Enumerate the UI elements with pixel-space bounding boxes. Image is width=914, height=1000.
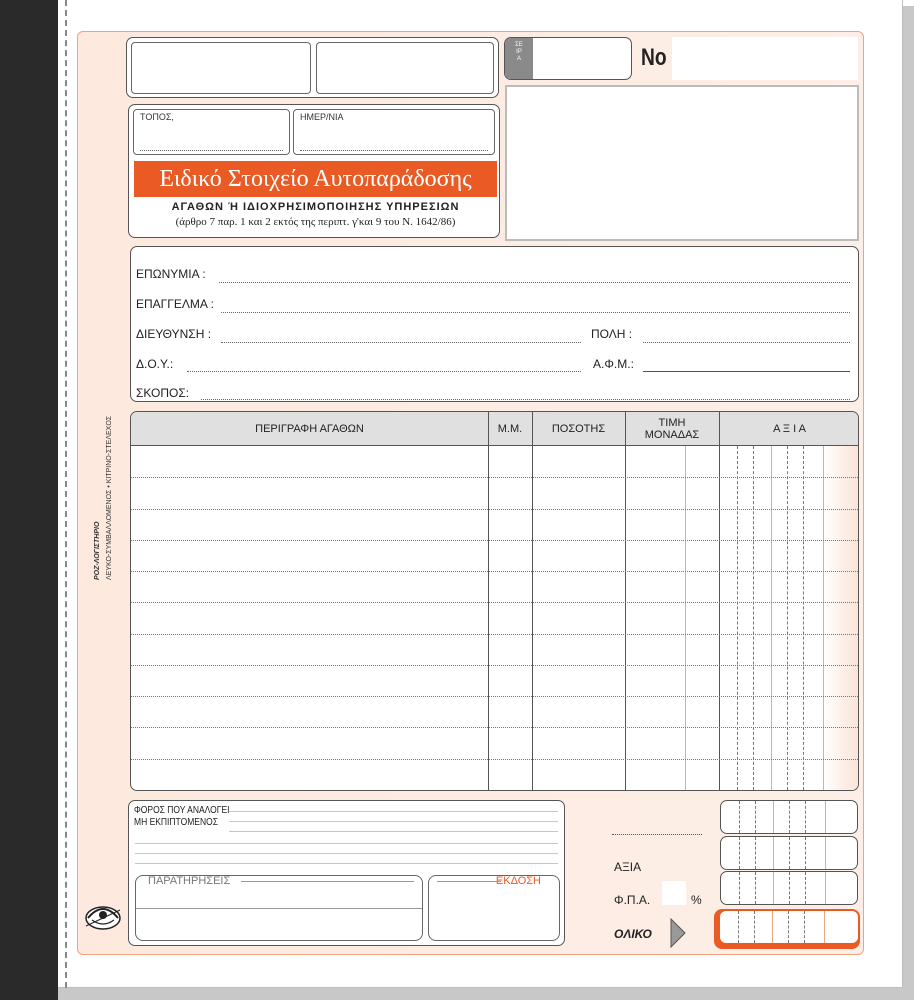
col-divider	[719, 412, 720, 790]
issue-field[interactable]	[428, 875, 560, 941]
arrow-right-icon	[670, 918, 686, 948]
place-label: ΤΟΠΟΣ,	[140, 112, 174, 122]
date-label: ΗΜΕΡ/ΝΙΑ	[300, 112, 344, 122]
vat-total-label: Φ.Π.Α.	[614, 893, 651, 907]
price-decimal-divider	[685, 446, 686, 790]
address-label: ΔΙΕΥΘΥΝΣΗ :	[136, 327, 212, 341]
items-table	[130, 411, 859, 791]
tax-label-line2: ΜΗ ΕΚΠΙΠΤΟΜΕΝΟΣ	[134, 817, 218, 828]
name-label: ΕΠΩΝΥΜΙΑ :	[136, 267, 206, 281]
total-dotline	[612, 834, 702, 835]
table-row-separator	[131, 571, 858, 572]
tax-label	[134, 805, 229, 829]
remarks-line	[136, 908, 422, 909]
stamp-area	[505, 85, 859, 241]
place-dotline	[140, 150, 283, 151]
perforation-line	[65, 0, 67, 988]
copy-note-line2: ΛΕΥΚΟ-ΣΥΜΒΑΛΛΟΜΕΝΟΣ • ΚΙΤΡΙΝΟ-ΣΤΕΛΕΧΟΣ	[106, 415, 113, 580]
col-divider	[625, 412, 626, 790]
tax-line	[135, 843, 558, 844]
percent-sign: %	[691, 893, 702, 907]
legal-note: (άρθρο 7 παρ. 1 και 2 εκτός της περιπτ. γ'και 9 του Ν. 1642/86)	[175, 216, 456, 228]
grand-total-box[interactable]	[720, 911, 858, 943]
purpose-field[interactable]	[201, 399, 850, 400]
value-decimal-shade	[824, 446, 859, 790]
col-unit-price-line2: ΜΟΝΑΔΑΣ	[644, 429, 700, 441]
col-divider	[488, 412, 489, 790]
value-digit-divider	[753, 446, 754, 790]
value-digit-divider	[737, 446, 738, 790]
table-row-separator	[131, 696, 858, 697]
date-field[interactable]	[293, 109, 495, 155]
issue-label: ΕΚΔΟΣΗ	[495, 875, 541, 887]
tax-sum-box[interactable]	[720, 836, 858, 870]
tax-line	[229, 821, 558, 822]
series-label: ΣΕΙΡΑ	[515, 42, 523, 62]
col-unit-price-header	[625, 412, 719, 446]
profession-label: ΕΠΑΓΓΕΛΜΑ :	[136, 297, 214, 311]
tax-line	[229, 811, 558, 812]
remarks-field[interactable]	[135, 875, 423, 941]
city-field[interactable]	[643, 342, 850, 343]
tax-line	[135, 853, 558, 854]
binding-strip	[0, 0, 58, 1000]
vat-number-field[interactable]	[643, 371, 850, 372]
table-row-separator	[131, 665, 858, 666]
issuer-field-right[interactable]	[316, 42, 494, 94]
profession-field[interactable]	[221, 312, 850, 313]
series-box[interactable]	[504, 37, 632, 80]
vat-number-label: Α.Φ.Μ.:	[593, 357, 634, 371]
customer-details	[130, 246, 859, 402]
value-digit-divider	[803, 446, 804, 790]
remarks-line	[241, 881, 414, 882]
table-row-separator	[131, 634, 858, 635]
tax-line	[135, 863, 558, 864]
table-row-separator	[131, 602, 858, 603]
col-unit-header: Μ.Μ.	[497, 423, 523, 435]
tax-line	[229, 831, 558, 832]
number-label: No	[641, 44, 667, 71]
value-sum-box[interactable]	[720, 800, 858, 834]
printer-logo-icon	[82, 896, 124, 936]
col-unit-price-line1: ΤΙΜΗ	[658, 417, 686, 429]
table-row-separator	[131, 477, 858, 478]
copy-distribution-note	[84, 415, 124, 580]
grand-total-label: ΟΛΙΚΟ	[614, 927, 652, 941]
footer-notes	[128, 800, 565, 946]
date-dotline	[300, 150, 488, 151]
col-divider	[532, 412, 533, 790]
vat-percent-field[interactable]	[662, 881, 686, 905]
table-row-separator	[131, 727, 858, 728]
col-quantity-header: ΠΟΣΟΤΗΣ	[551, 423, 606, 435]
vat-sum-box[interactable]	[720, 871, 858, 905]
table-row-separator	[131, 759, 858, 760]
issuer-box	[126, 37, 499, 98]
value-digit-divider	[787, 446, 788, 790]
tax-office-field[interactable]	[187, 371, 581, 372]
tax-office-label: Δ.Ο.Υ.:	[136, 357, 174, 371]
place-field[interactable]	[133, 109, 290, 155]
issue-line	[437, 881, 501, 882]
address-field[interactable]	[221, 342, 581, 343]
value-group-divider	[771, 446, 772, 790]
col-description-header: ΠΕΡΙΓΡΑΦΗ ΑΓΑΘΩΝ	[255, 423, 364, 435]
table-row-separator	[131, 540, 858, 541]
name-field[interactable]	[219, 282, 850, 283]
value-total-label: ΑΞΙΑ	[614, 860, 642, 874]
table-row-separator	[131, 509, 858, 510]
purpose-label: ΣΚΟΠΟΣ:	[136, 386, 190, 400]
remarks-label: ΠΑΡΑΤΗΡΗΣΕΙΣ	[148, 875, 231, 887]
document-subtitle: ΑΓΑΘΩΝ Ή ΙΔΙΟΧΡΗΣΙΜΟΠΟΙΗΣΗΣ ΥΠΗΡΕΣΙΩΝ	[171, 201, 460, 213]
number-field[interactable]	[672, 37, 858, 80]
document-title: Ειδικό Στοιχείο Αυτοπαράδοσης	[134, 161, 497, 197]
copy-note-line1: ΡΟΖ-ΛΟΓΙΣΤΗΡΙΟ	[94, 521, 101, 580]
issuer-field-left[interactable]	[131, 42, 311, 94]
col-value-header: Α Ξ Ι Α	[773, 423, 806, 435]
tax-label-line1: ΦΟΡΟΣ ΠΟΥ ΑΝΑΛΟΓΕΙ	[134, 805, 230, 816]
city-label: ΠΟΛΗ :	[591, 327, 633, 341]
